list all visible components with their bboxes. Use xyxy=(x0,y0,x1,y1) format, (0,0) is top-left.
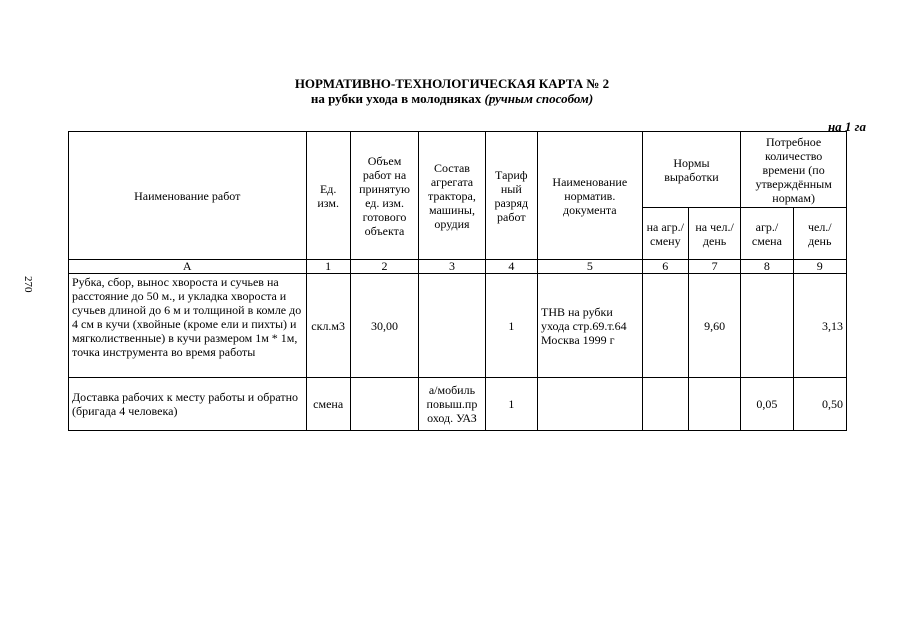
header-time-person: чел./ день xyxy=(793,208,846,260)
column-number: 8 xyxy=(741,260,793,274)
header-norms-agg: на агр./ смену xyxy=(642,208,688,260)
cell-work: Рубка, сбор, вынос хвороста и сучьев на расстояние до 50 м., и укладка хвороста и сучьев длиной до 6 м и толщиной в комле до 4 см в кучи (хвойные (кроме ели и пихты) и мягколиственные) в кучи размером 1м * 1м, точка инструмента во время работы xyxy=(69,274,307,378)
header-document: Наименование норматив. документа xyxy=(537,132,642,260)
column-number: 1 xyxy=(306,260,350,274)
column-number: 4 xyxy=(485,260,537,274)
column-number: 5 xyxy=(537,260,642,274)
cell-volume xyxy=(350,378,418,431)
column-number: А xyxy=(69,260,307,274)
cell-unit: смена xyxy=(306,378,350,431)
title-line-2-italic: (ручным способом) xyxy=(484,91,594,106)
cell-work: Доставка рабочих к месту работы и обратно (бригада 4 человека) xyxy=(69,378,307,431)
cell-tariff: 1 xyxy=(485,274,537,378)
table-row xyxy=(69,274,847,378)
norms-table xyxy=(68,131,847,431)
unit-note: на 1 га xyxy=(827,119,866,134)
title-line-2 xyxy=(0,91,904,106)
page-number: 270 xyxy=(22,276,34,293)
column-number: 9 xyxy=(793,260,846,274)
column-number: 3 xyxy=(419,260,485,274)
cell-norm-agg xyxy=(642,378,688,431)
header-norms: Нормы выработки xyxy=(642,132,741,208)
cell-document: ТНВ на рубки ухода стр.69.т.64 Москва 1999 г xyxy=(537,274,642,378)
header-volume: Объем работ на принятую ед. изм. готового объекта xyxy=(350,132,418,260)
cell-time-agg: 0,05 xyxy=(741,378,793,431)
header-time-agg: агр./ смена xyxy=(741,208,793,260)
cell-time-person: 3,13 xyxy=(793,274,846,378)
cell-norm-agg xyxy=(642,274,688,378)
title-line-1: НОРМАТИВНО-ТЕХНОЛОГИЧЕСКАЯ КАРТА № 2 xyxy=(294,76,610,91)
cell-aggregate: а/мобиль повыш.пр оход. УАЗ xyxy=(419,378,485,431)
header-time: Потребное количество времени (по утверждённым нормам) xyxy=(741,132,847,208)
cell-norm-person xyxy=(688,378,740,431)
column-number: 2 xyxy=(350,260,418,274)
header-norms-person: на чел./ день xyxy=(688,208,740,260)
document-title xyxy=(0,76,904,106)
table-row xyxy=(69,378,847,431)
header-row-1 xyxy=(69,132,847,208)
header-aggregate: Состав агрегата трактора, машины, орудия xyxy=(419,132,485,260)
column-number: 7 xyxy=(688,260,740,274)
column-number: 6 xyxy=(642,260,688,274)
cell-time-agg xyxy=(741,274,793,378)
header-work-name: Наименование работ xyxy=(69,132,307,260)
title-line-2-prefix: на рубки ухода в молодняках xyxy=(310,91,485,106)
cell-aggregate xyxy=(419,274,485,378)
header-tariff: Тариф ный разряд работ xyxy=(485,132,537,260)
cell-document xyxy=(537,378,642,431)
column-number-row xyxy=(69,260,847,274)
cell-unit: скл.м3 xyxy=(306,274,350,378)
cell-volume: 30,00 xyxy=(350,274,418,378)
header-unit: Ед. изм. xyxy=(306,132,350,260)
cell-time-person: 0,50 xyxy=(793,378,846,431)
cell-tariff: 1 xyxy=(485,378,537,431)
cell-norm-person: 9,60 xyxy=(688,274,740,378)
